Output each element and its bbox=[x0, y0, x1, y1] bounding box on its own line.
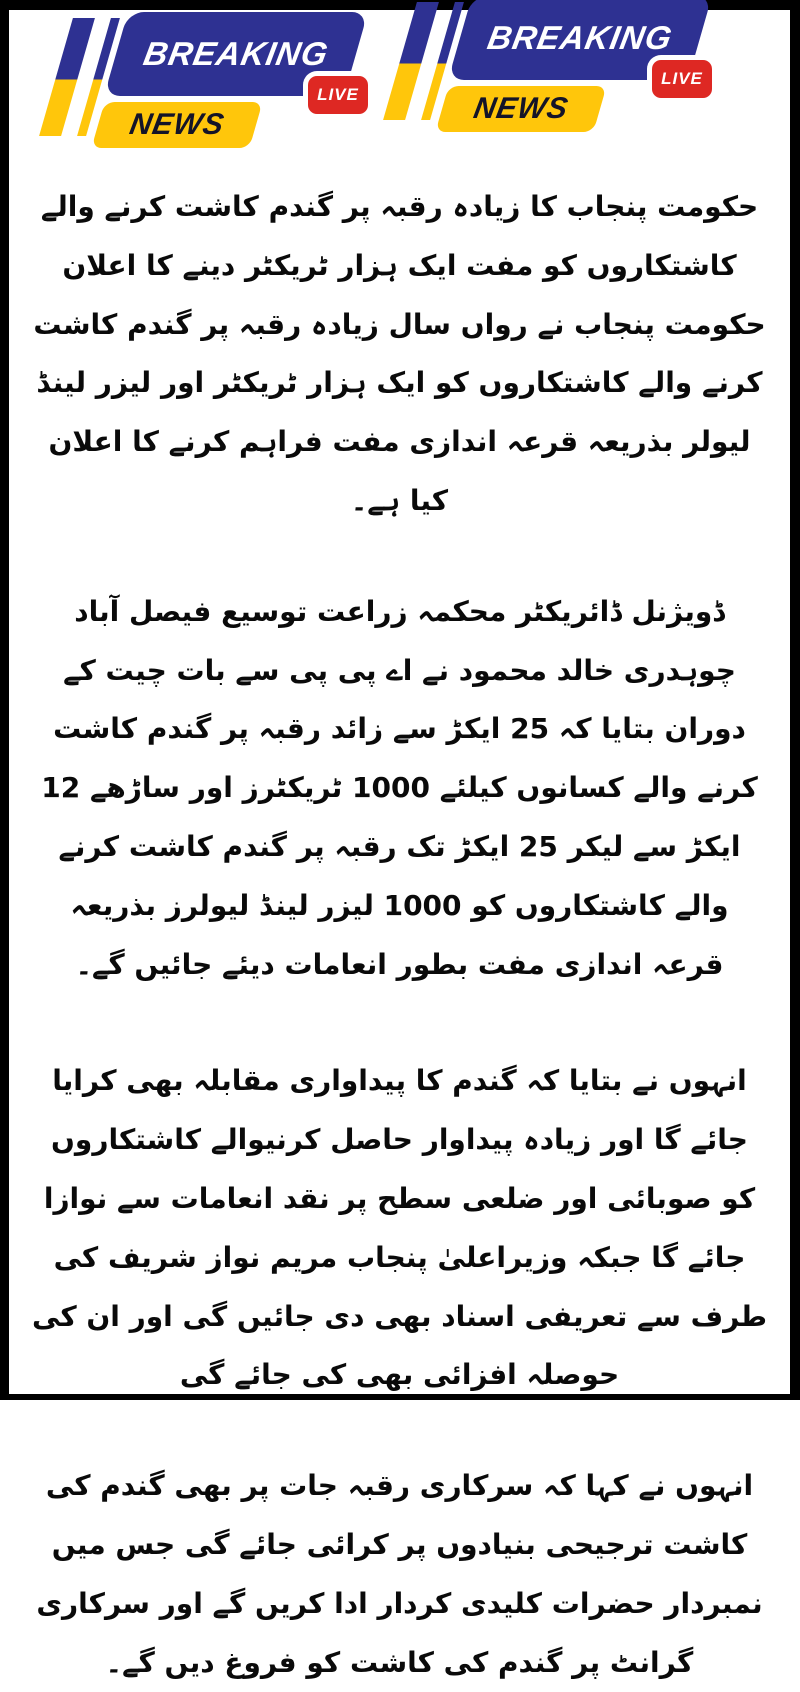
headline-paragraph: حکومت پنجاب کا زیادہ رقبہ پر گندم کاشت کرنے والے کاشتکاروں کو مفت ایک ہزار ٹریکٹر دینے کا اعلان bbox=[40, 190, 759, 282]
breaking-label: BREAKING bbox=[484, 19, 676, 56]
news-label: NEWS bbox=[471, 92, 572, 125]
news-label: NEWS bbox=[127, 108, 228, 141]
news-label-shape bbox=[435, 86, 606, 132]
frame-border-bottom bbox=[0, 1394, 800, 1400]
news-article bbox=[9, 150, 790, 1692]
live-badge bbox=[308, 76, 368, 114]
article-paragraph: ڈویژنل ڈائریکٹر محکمہ زراعت توسیع فیصل آباد چوہدری خالد محمود نے اے پی پی سے بات چیت کے دوران بتایا کہ 25 ایکڑ سے زائد رقبہ پر گندم کاشت کرنے والے کسانوں کیلئے 1000 ٹریکٹرز اور ساڑھے 12 ایکڑ سے لیکر 25 ایکڑ تک رقبہ پر گندم کاشت کرنے والے کاشتکاروں کو 1000 لیزر لینڈ لیولرز بذریعہ قرعہ اندازی مفت بطور انعامات دیئے جائیں گے۔ bbox=[41, 594, 758, 981]
breaking-news-banner-2 bbox=[396, 0, 711, 134]
frame-border-right bbox=[790, 0, 800, 1400]
article-paragraph: انہوں نے بتایا کہ گندم کا پیداواری مقابلہ بھی کرایا جائے گا اور زیادہ پیداوار حاصل کرنیوالے کاشتکاروں کو صوبائی اور ضلعی سطح پر نقد انعامات سے نوازا جائے گا جبکہ وزیراعلیٰ پنجاب مریم نواز شریف کی طرف سے تعریفی اسناد بھی دی جائیں گی اور ان کی حوصلہ افزائی بھی کی جائے گی bbox=[32, 1064, 767, 1392]
news-label-shape bbox=[91, 102, 262, 148]
breaking-label: BREAKING bbox=[140, 35, 332, 72]
article-paragraph: انہوں نے کہا کہ سرکاری رقبہ جات پر بھی گندم کی کاشت ترجیحی بنیادوں پر کرائی جائے گی جس میں نمبردار حضرات کلیدی کردار ادا کریں گے اور سرکاری گرانٹ پر گندم کی کاشت کو فروغ دیں گے۔ bbox=[36, 1469, 763, 1679]
live-label: LIVE bbox=[661, 69, 703, 88]
breaking-news-banner-1 bbox=[52, 10, 367, 150]
frame-border-left bbox=[0, 0, 9, 1400]
live-badge bbox=[652, 60, 712, 98]
live-label: LIVE bbox=[317, 85, 359, 104]
article-paragraph: حکومت پنجاب نے رواں سال زیادہ رقبہ پر گندم کاشت کرنے والے کاشتکاروں کو ایک ہزار ٹریکٹر اور لیزر لینڈ لیولر بذریعہ قرعہ اندازی مفت فراہم کرنے کا اعلان کیا ہے۔ bbox=[33, 307, 766, 517]
